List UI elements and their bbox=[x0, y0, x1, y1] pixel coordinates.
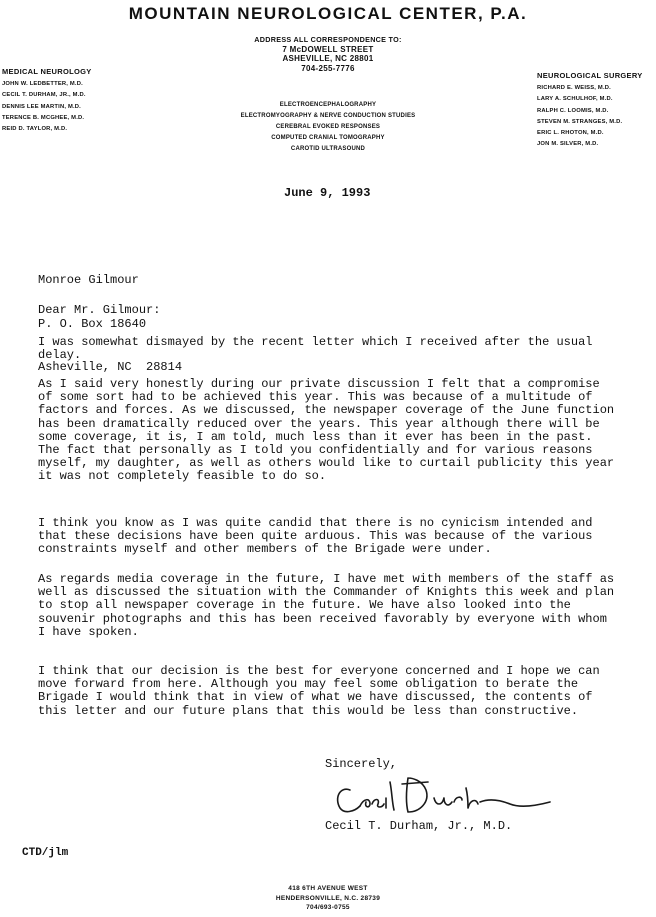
body-paragraph: I was somewhat dismayed by the recent letter which I received after the usual delay. bbox=[38, 335, 593, 363]
salutation: Dear Mr. Gilmour: bbox=[38, 303, 161, 317]
body-paragraph: As I said very honestly during our private discussion I felt that a compromise of some sort had to be achieved this year. This was because of a multitude of factors and forces. As we discussed, the newspaper coverage of the June function has been dramatically reduced over the years. This year although there will be some coverage, it is, I am told, much less than it ever has been in the past. The fact that personally as I told you confidentially and for various reasons myself, my daughter, as well as others would like to curtail publicity this year it was not completely feasible to do so. bbox=[38, 377, 615, 484]
staff-member: RICHARD E. WEISS, M.D. bbox=[537, 85, 611, 91]
org-name: MOUNTAIN NEUROLOGICAL CENTER, P.A. bbox=[128, 4, 528, 23]
closing: Sincerely, bbox=[325, 757, 398, 771]
body-paragraph: I think that our decision is the best for everyone concerned and I hope we can move forward from here. Although you may feel some obligation to berate the Brigade I would think that in view of what we have discussed, the contents of this letter and our future plans that this would be less than constructive. bbox=[38, 664, 600, 718]
typist-initials: CTD/jlm bbox=[22, 847, 69, 859]
recipient-line: Monroe Gilmour bbox=[38, 273, 139, 287]
address-header: ADDRESS ALL CORRESPONDENCE TO: bbox=[254, 35, 402, 44]
handwritten-signature bbox=[330, 768, 570, 820]
staff-member: RALPH C. LOOMIS, M.D. bbox=[537, 107, 609, 114]
services-list bbox=[178, 100, 478, 155]
address-city: ASHEVILLE, NC 28801 bbox=[282, 54, 374, 63]
staff-member: REID D. TAYLOR, M.D. bbox=[2, 126, 68, 133]
address-phone: 704-255-7776 bbox=[301, 63, 355, 73]
staff-member: DENNIS LEE MARTIN, M.D. bbox=[2, 103, 81, 110]
signatory-name: Cecil T. Durham, Jr., M.D. bbox=[325, 819, 513, 833]
recipient-line: Asheville, NC 28814 bbox=[38, 360, 183, 374]
staff-member: STEVEN M. STRANGES, M.D. bbox=[537, 118, 623, 125]
neurological-surgery-staff bbox=[537, 71, 656, 151]
correspondence-address bbox=[178, 35, 478, 73]
letter-date: June 9, 1993 bbox=[284, 186, 371, 200]
footer-city: HENDERSONVILLE, N.C. 28739 bbox=[275, 894, 381, 902]
body-paragraph: I think you know as I was quite candid that there is no cynicism intended and that these decisions have been quite arduous. This was because of the various constraints myself and other members of the Brigade were under. bbox=[38, 516, 593, 557]
service-item: CAROTID ULTRASOUND bbox=[290, 146, 366, 152]
staff-member: LARY A. SCHULHOF, M.D. bbox=[537, 96, 613, 103]
recipient-line: P. O. Box 18640 bbox=[38, 316, 147, 331]
staff-member: TERENCE B. MCGHEE, M.D. bbox=[2, 114, 85, 121]
staff-member: JON M. SILVER, M.D. bbox=[537, 141, 599, 148]
address-street: 7 McDOWELL STREET bbox=[282, 44, 374, 54]
service-item: CEREBRAL EVOKED RESPONSES bbox=[275, 124, 381, 130]
staff-member: ERIC L. RHOTON, M.D. bbox=[537, 130, 604, 137]
service-item: COMPUTED CRANIAL TOMOGRAPHY bbox=[271, 135, 385, 141]
footer-address bbox=[178, 884, 478, 913]
dept-title-left: MEDICAL NEUROLOGY bbox=[2, 67, 92, 76]
dept-title-right: NEUROLOGICAL SURGERY bbox=[537, 71, 643, 80]
staff-member: CECIL T. DURHAM, JR., M.D. bbox=[2, 92, 86, 99]
service-item: ELECTROENCEPHALOGRAPHY bbox=[279, 102, 377, 108]
footer-phone: 704/693-0755 bbox=[306, 904, 350, 911]
staff-member: JOHN W. LEDBETTER, M.D. bbox=[2, 81, 83, 87]
service-item: ELECTROMYOGRAPHY & NERVE CONDUCTION STUDIES bbox=[240, 113, 416, 119]
medical-neurology-staff bbox=[2, 67, 177, 135]
footer-street: 418 6TH AVENUE WEST bbox=[288, 885, 368, 892]
body-paragraph: As regards media coverage in the future, I have met with members of the staff as well as discussed the situation with the Commander of Knights this week and plan to stop all newspaper coverage in the future. We have also looked into the souvenir photographs and this has been received favorably by everyone with whom I have spoken. bbox=[38, 572, 615, 639]
